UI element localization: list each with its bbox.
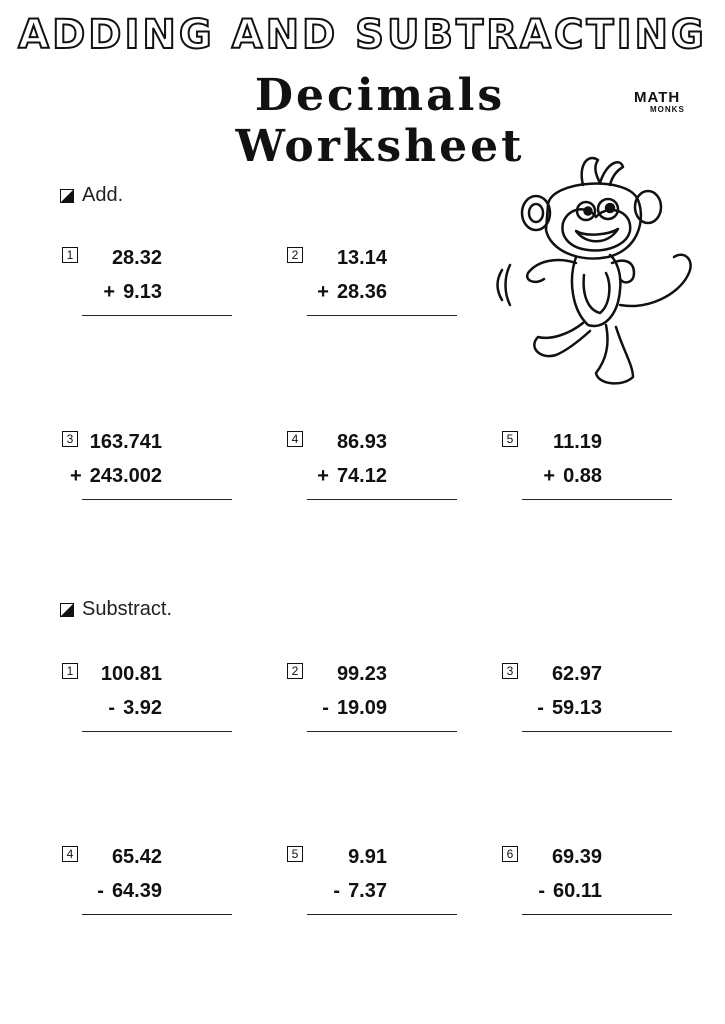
right-pupil	[606, 204, 614, 212]
bottom-operand-row	[322, 697, 387, 720]
subtract-problem-6	[502, 846, 662, 926]
section-marker-icon	[60, 603, 74, 617]
operator: -	[333, 880, 341, 902]
belly	[584, 273, 610, 313]
operator: +	[543, 465, 556, 487]
answer-line	[307, 914, 457, 915]
bottom-operand: 74.12	[336, 465, 387, 487]
subtract-problem-2	[287, 663, 447, 743]
subtract-problem-3	[502, 663, 662, 743]
operator: -	[537, 697, 544, 719]
monkey-head	[546, 184, 641, 259]
problem-number: 3	[62, 431, 78, 447]
math-monks-logo	[634, 90, 694, 115]
operator: +	[70, 465, 82, 487]
top-operand: 11.19	[553, 431, 602, 453]
bottom-operand: 59.13	[551, 697, 602, 719]
answer-line	[307, 315, 457, 316]
operator: +	[103, 281, 116, 303]
operator: -	[538, 880, 546, 902]
bottom-operand-row	[108, 697, 162, 720]
bottom-operand: 28.36	[336, 281, 387, 303]
left-ear-inner	[529, 204, 543, 222]
add-problem-5	[502, 431, 662, 511]
answer-line	[307, 499, 457, 500]
subtract-problem-4	[62, 846, 222, 926]
motion-line	[506, 265, 511, 305]
bottom-operand: 9.13	[123, 281, 162, 303]
answer-line	[307, 731, 457, 732]
problem-number: 5	[287, 846, 303, 862]
top-operand: 9.91	[348, 846, 387, 868]
answer-line	[522, 499, 672, 500]
subtract-heading-label: Substract.	[82, 598, 173, 620]
add-heading-label: Add.	[82, 184, 124, 206]
operator: -	[322, 697, 329, 719]
bottom-operand-row	[97, 880, 162, 903]
answer-line	[82, 499, 232, 500]
hair-tuft	[582, 158, 600, 185]
answer-line	[522, 914, 672, 915]
subtract-problem-1	[62, 663, 222, 743]
bottom-operand-row	[317, 281, 387, 304]
top-operand: 62.97	[551, 663, 602, 685]
problem-number: 2	[287, 663, 303, 679]
add-problem-2	[287, 247, 447, 327]
operator: -	[97, 880, 104, 902]
top-operand: 69.39	[551, 846, 602, 868]
bottom-operand-row	[317, 465, 387, 488]
problem-number: 4	[287, 431, 303, 447]
top-operand: 28.32	[111, 247, 162, 269]
bottom-operand-row	[538, 880, 602, 903]
left-arm	[527, 260, 576, 282]
operator: +	[317, 465, 329, 487]
problem-number: 4	[62, 846, 78, 862]
left-pupil	[585, 208, 592, 215]
bottom-operand: 19.09	[336, 697, 387, 719]
bottom-operand-row	[333, 880, 387, 903]
top-operand: 13.14	[336, 247, 387, 269]
answer-line	[82, 315, 232, 316]
problem-number: 1	[62, 247, 78, 263]
worksheet-title-top: ADDING AND SUBTRACTING	[18, 12, 707, 58]
monkey-body	[572, 255, 620, 326]
problem-number: 3	[502, 663, 518, 679]
bottom-operand: 60.11	[553, 880, 602, 902]
left-boot	[534, 323, 590, 356]
problem-number: 5	[502, 431, 518, 447]
top-operand: 99.23	[336, 663, 387, 685]
top-operand: 163.741	[89, 431, 162, 453]
hair-tuft	[600, 162, 623, 185]
top-operand: 86.93	[336, 431, 387, 453]
bottom-operand: 7.37	[348, 880, 387, 902]
logo-math-text: MATH	[634, 89, 681, 106]
top-operand: 100.81	[100, 663, 162, 685]
bottom-operand: 243.002	[89, 465, 162, 487]
subtract-section-heading	[60, 598, 172, 621]
motion-line	[498, 270, 503, 300]
right-boot	[596, 325, 633, 383]
bottom-operand-row	[543, 465, 602, 488]
bottom-operand: 64.39	[111, 880, 162, 902]
logo-monks-text: MONKS	[650, 105, 685, 114]
bottom-operand: 0.88	[563, 465, 602, 487]
answer-line	[82, 914, 232, 915]
problem-number: 2	[287, 247, 303, 263]
worksheet-title-bottom: Decimals Worksheet	[235, 70, 525, 172]
answer-line	[522, 731, 672, 732]
problem-number: 1	[62, 663, 78, 679]
add-problem-1	[62, 247, 222, 327]
operator: -	[108, 697, 116, 719]
add-problem-4	[287, 431, 447, 511]
add-problem-3	[62, 431, 222, 511]
monkey-face	[562, 209, 630, 250]
bottom-operand: 3.92	[123, 697, 162, 719]
section-marker-icon	[60, 189, 74, 203]
bottom-operand-row	[537, 697, 602, 720]
problem-number: 6	[502, 846, 518, 862]
top-operand: 65.42	[111, 846, 162, 868]
subtract-problem-5	[287, 846, 447, 926]
bottom-operand-row	[70, 465, 162, 488]
answer-line	[82, 731, 232, 732]
operator: +	[317, 281, 329, 303]
monkey-illustration	[488, 145, 703, 395]
smile	[576, 229, 618, 241]
add-section-heading	[60, 184, 123, 207]
bottom-operand-row	[103, 281, 162, 304]
